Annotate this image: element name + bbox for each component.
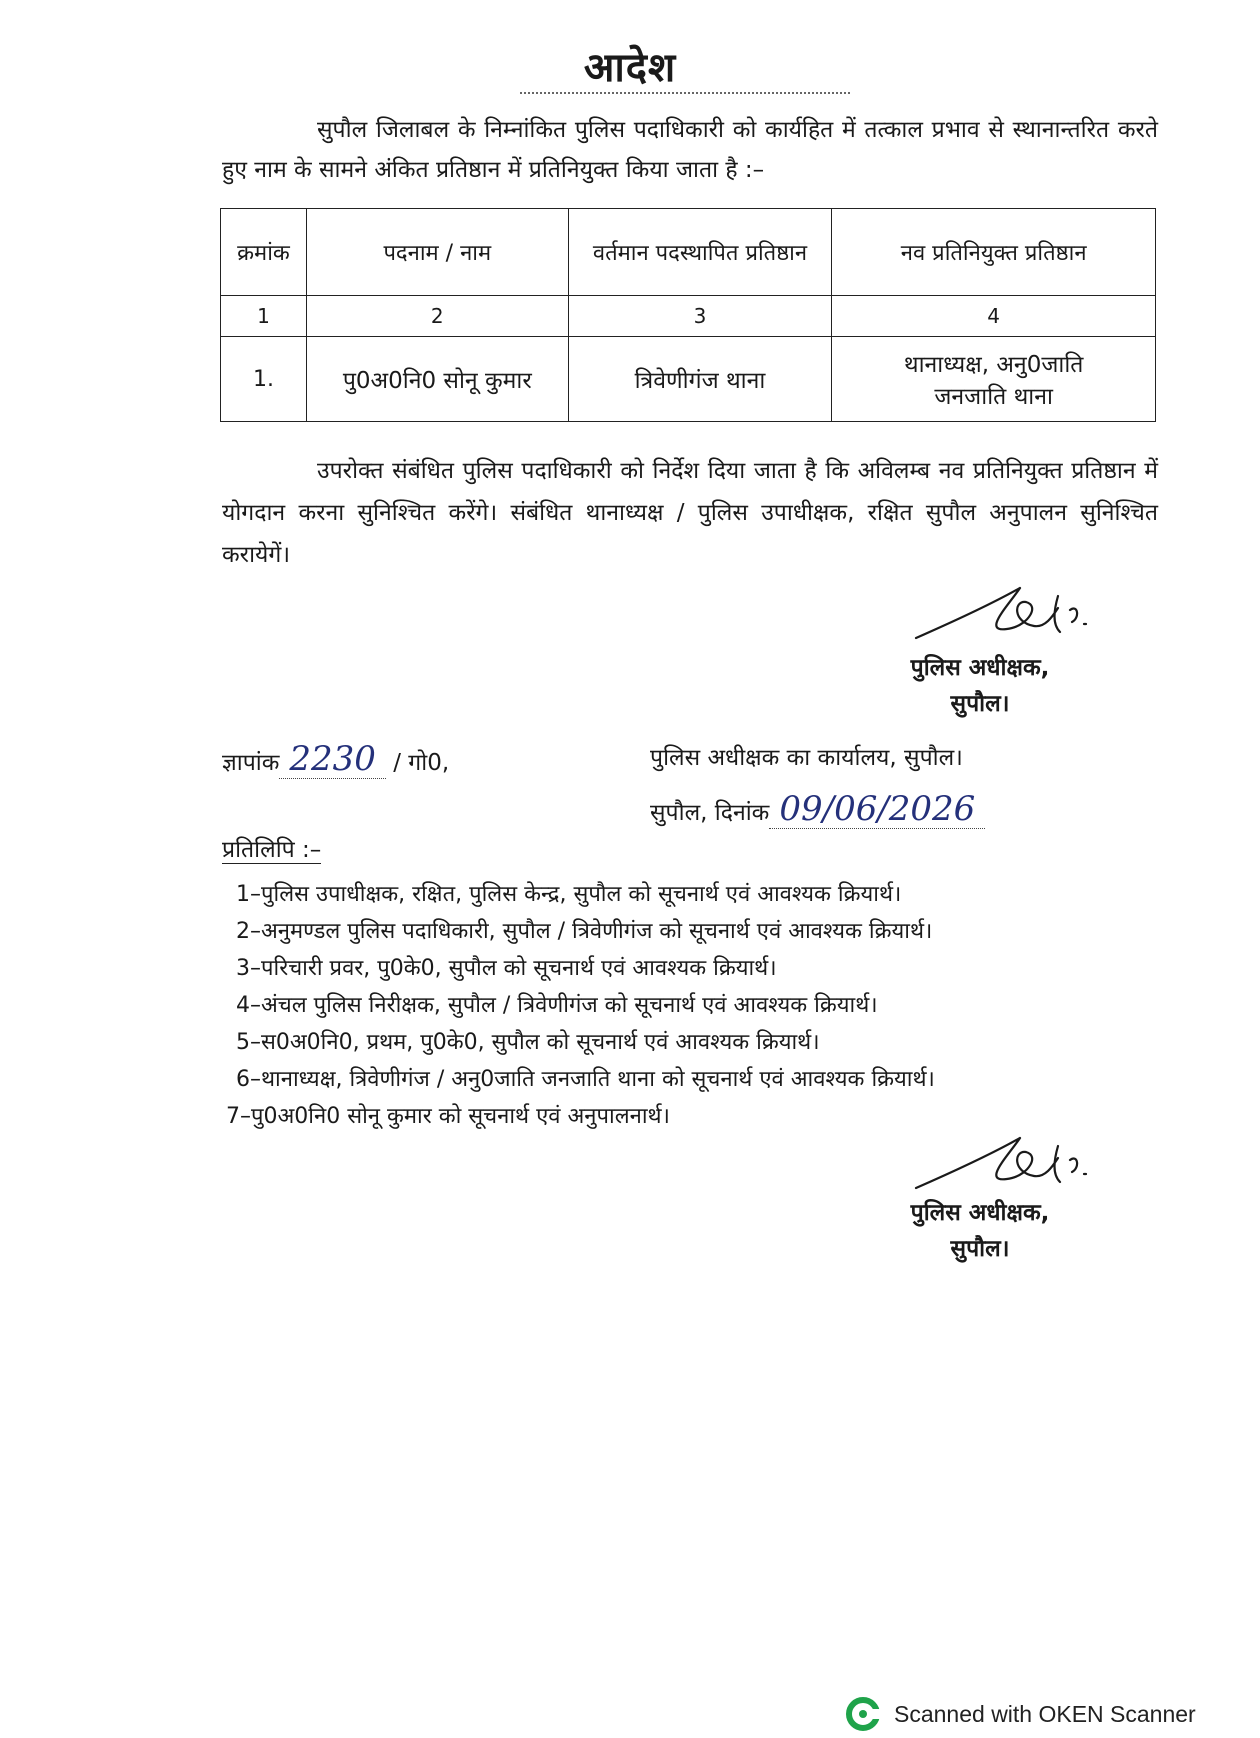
signature-mark (908, 1116, 1098, 1196)
cell-serial: 1. (221, 337, 307, 422)
cell-name: पु0अ0नि0 सोनू कुमार (306, 337, 568, 422)
column-number: 3 (568, 296, 832, 337)
oken-scanner-logo-icon (846, 1697, 880, 1731)
column-number: 4 (832, 296, 1156, 337)
table-column-number-row (221, 296, 1156, 337)
signature-mark (908, 566, 1098, 646)
signatory-place: सुपौल। (950, 1236, 1010, 1262)
list-item: 6–थानाध्यक्ष, त्रिवेणीगंज / अनु0जाति जनजाति थाना को सूचनार्थ एवं आवश्यक क्रियार्थ। (236, 1067, 935, 1092)
table-header-row (221, 209, 1156, 296)
posting-table (220, 208, 1156, 422)
copy-to-heading: प्रतिलिपि :– (222, 837, 322, 863)
memo-suffix: / गो0, (393, 750, 450, 776)
list-item: 5–स0अ0नि0, प्रथम, पु0के0, सुपौल को सूचनार्थ एवं आवश्यक क्रियार्थ। (236, 1030, 820, 1055)
memo-number (222, 740, 449, 779)
signature-block (880, 650, 1080, 722)
list-item: 2–अनुमण्डल पुलिस पदाधिकारी, सुपौल / त्रिवेणीगंज को सूचनार्थ एवं आवश्यक क्रियार्थ। (236, 919, 933, 944)
scanner-watermark (846, 1697, 1196, 1731)
title-underline (520, 92, 850, 94)
header-name: पदनाम / नाम (306, 209, 568, 296)
list-item: 4–अंचल पुलिस निरीक्षक, सुपौल / त्रिवेणीगंज को सूचनार्थ एवं आवश्यक क्रियार्थ। (236, 993, 878, 1018)
memo-number-value: 2230 (279, 740, 386, 779)
signatory-designation: पुलिस अधीक्षक, (910, 1200, 1050, 1226)
scanner-credit-text: Scanned with OKEN Scanner (894, 1700, 1196, 1727)
header-current-post: वर्तमान पदस्थापित प्रतिष्ठान (568, 209, 832, 296)
signatory-place: सुपौल। (950, 691, 1010, 717)
date-label: सुपौल, दिनांक (650, 800, 770, 826)
table-row (221, 337, 1156, 422)
signature-block (880, 1195, 1080, 1267)
order-intro: सुपौल जिलाबल के निम्नांकित पुलिस पदाधिकारी को कार्यहित में तत्काल प्रभाव से स्थानान्तरित करते हुए नाम के सामने अंकित प्रतिष्ठान में प्रतिनियुक्त किया जाता है :– (222, 117, 1158, 183)
cell-current-post: त्रिवेणीगंज थाना (568, 337, 832, 422)
header-new-post: नव प्रतिनियुक्त प्रतिष्ठान (832, 209, 1156, 296)
date-line (650, 790, 985, 829)
date-value: 09/06/2026 (769, 790, 985, 829)
list-item: 1–पुलिस उपाधीक्षक, रक्षित, पुलिस केन्द्र, सुपौल को सूचनार्थ एवं आवश्यक क्रियार्थ। (236, 882, 902, 907)
list-item: 3–परिचारी प्रवर, पु0के0, सुपौल को सूचनार्थ एवं आवश्यक क्रियार्थ। (236, 956, 777, 981)
page-title: आदेश (583, 45, 677, 91)
memo-label: ज्ञापांक (222, 750, 280, 776)
list-item: 7–पु0अ0नि0 सोनू कुमार को सूचनार्थ एवं अनुपालनार्थ। (226, 1104, 670, 1129)
header-serial: क्रमांक (221, 209, 307, 296)
column-number: 2 (306, 296, 568, 337)
signatory-designation: पुलिस अधीक्षक, (910, 655, 1050, 681)
copy-list (226, 876, 1166, 1135)
directive-paragraph: उपरोक्त संबंधित पुलिस पदाधिकारी को निर्देश दिया जाता है कि अविलम्ब नव प्रतिनियुक्त प्रतिष्ठान में योगदान करना सुनिश्चित करेंगे। संबंधित थानाध्यक्ष / पुलिस उपाधीक्षक, रक्षित सुपौल अनुपालन सुनिश्चित करायेगें। (222, 458, 1158, 568)
column-number: 1 (221, 296, 307, 337)
cell-new-post: थानाध्यक्ष, अनु0जाति जनजाति थाना (832, 337, 1156, 422)
office-line: पुलिस अधीक्षक का कार्यालय, सुपौल। (650, 745, 963, 771)
